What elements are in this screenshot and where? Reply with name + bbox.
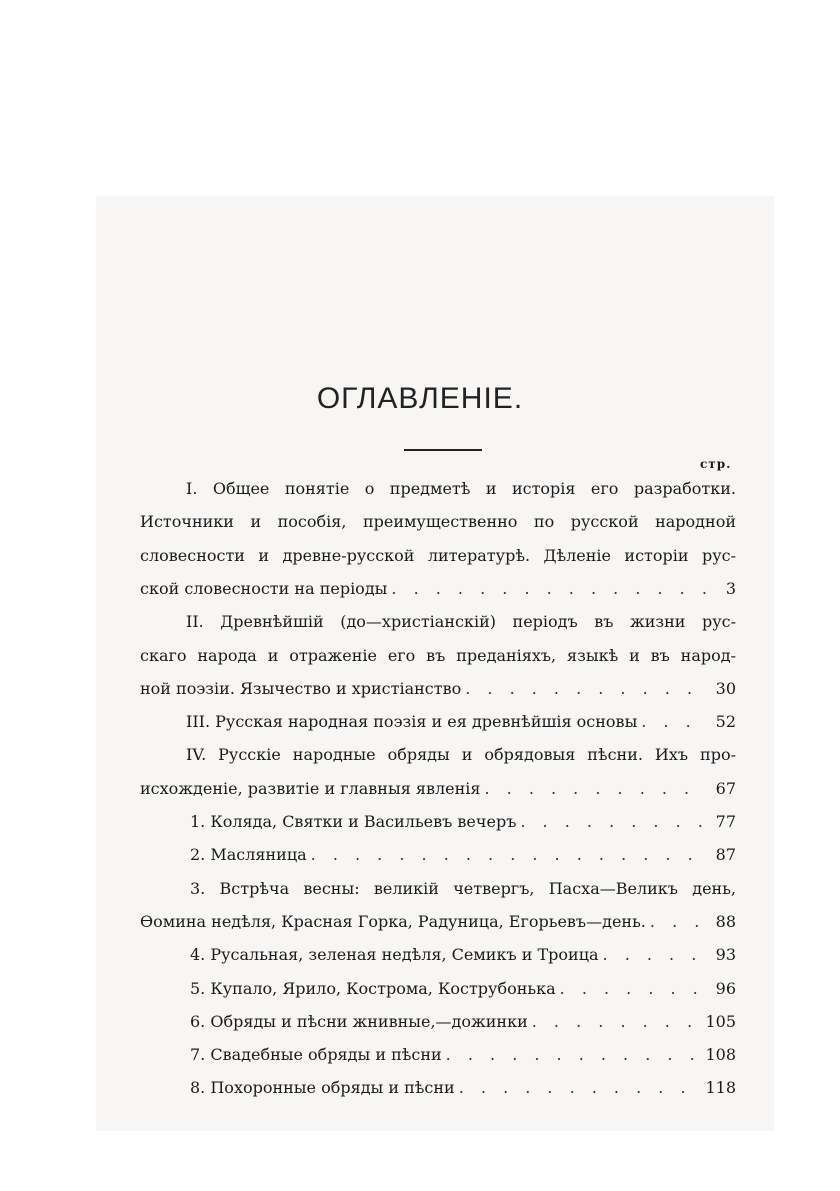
toc-entry-1-line-4[interactable]	[140, 576, 736, 602]
leader-dots	[391, 576, 714, 602]
toc-subentry-5[interactable]	[190, 976, 736, 1002]
toc-entry-1-page: 3	[725, 579, 736, 598]
toc-entry-1-line-1: I. Общее понятіе о предметѣ и исторія его разработки.	[186, 479, 736, 498]
toc-subentry-3-page: 88	[715, 912, 736, 931]
leader-dots	[532, 1009, 702, 1035]
toc-subentry-8[interactable]	[190, 1075, 736, 1101]
toc-subentry-3-line-2[interactable]	[140, 909, 736, 935]
toc-entry-2-line-1: II. Древнѣйшій (до—христіанскій) періодъ въ жизни рус-	[186, 612, 736, 631]
toc-entry-2-line-3[interactable]	[140, 676, 736, 702]
toc-entry-3-page: 52	[715, 712, 736, 731]
leader-dots	[603, 942, 704, 968]
leader-dots	[520, 809, 704, 835]
leader-dots	[459, 1075, 702, 1101]
title-rule	[404, 449, 482, 451]
toc-subentry-6[interactable]	[190, 1009, 736, 1035]
toc-subentry-6-text: 6. Обряды и пѣсни жнивные,—дожинки	[190, 1012, 528, 1031]
toc-subentry-2[interactable]	[190, 842, 736, 868]
toc-subentry-2-text: 2. Масляница	[190, 845, 307, 864]
leader-dots	[465, 676, 704, 702]
toc-subentry-4[interactable]	[190, 942, 736, 968]
toc-subentry-1-page: 77	[715, 812, 736, 831]
toc-subentry-1[interactable]	[190, 809, 736, 835]
toc-entry-4-tail: исхожденіе, развитіе и главныя явленія	[140, 779, 481, 798]
leader-dots	[311, 842, 704, 868]
toc-subentry-4-page: 93	[715, 945, 736, 964]
leader-dots	[650, 909, 704, 935]
toc-entry-1-line-2: Источники и пособія, преимущественно по русской народной	[140, 512, 736, 531]
toc-entry-2-line-2: скаго народа и отраженіе его въ преданіяхъ, языкѣ и въ народ-	[140, 646, 736, 665]
toc-subentry-4-text: 4. Русальная, зеленая недѣля, Семикъ и Троица	[190, 945, 599, 964]
leader-dots	[484, 776, 704, 802]
toc-entry-3[interactable]	[186, 709, 736, 735]
toc-subentry-3-line-1: 3. Встрѣча весны: великій четвергъ, Пасха—Великъ день,	[190, 879, 736, 898]
toc-entry-4-page: 67	[715, 779, 736, 798]
toc-subentry-7[interactable]	[190, 1042, 736, 1068]
toc-subentry-7-page: 108	[705, 1045, 736, 1064]
leader-dots	[560, 976, 704, 1002]
leader-dots	[641, 709, 704, 735]
toc-subentry-3-tail: Ѳомина недѣля, Красная Горка, Радуница, Егорьевъ—день.	[140, 912, 646, 931]
page-column-label: стр.	[700, 457, 732, 471]
toc-entry-1-line-3: словесности и древне-русской литературѣ. Дѣленіе исторіи рус-	[140, 546, 736, 565]
toc-subentry-6-page: 105	[705, 1012, 736, 1031]
toc-entry-4-line-1: IV. Русскіе народные обряды и обрядовыя пѣсни. Ихъ про-	[186, 745, 736, 764]
toc-entry-1-tail: ской словесности на періоды	[140, 579, 388, 598]
toc-subentry-5-text: 5. Купало, Ярило, Кострома, Кострубонька	[190, 979, 556, 998]
toc-entry-3-text: III. Русская народная поэзія и ея древнѣйшія основы	[186, 712, 638, 731]
toc-entry-4-line-2[interactable]	[140, 776, 736, 802]
toc-entry-2-page: 30	[715, 679, 736, 698]
toc-subentry-7-text: 7. Свадебные обряды и пѣсни	[190, 1045, 442, 1064]
page-title: ОГЛАВЛЕНІЕ.	[316, 382, 524, 415]
toc-entry-2-tail: ной поэзіи. Язычество и христіанство	[140, 679, 462, 698]
toc-subentry-8-text: 8. Похоронные обряды и пѣсни	[190, 1078, 455, 1097]
toc-subentry-8-page: 118	[705, 1078, 736, 1097]
leader-dots	[446, 1042, 702, 1068]
toc-subentry-5-page: 96	[715, 979, 736, 998]
toc-subentry-2-page: 87	[715, 845, 736, 864]
toc-subentry-1-text: 1. Коляда, Святки и Васильевъ вечеръ	[190, 812, 517, 831]
